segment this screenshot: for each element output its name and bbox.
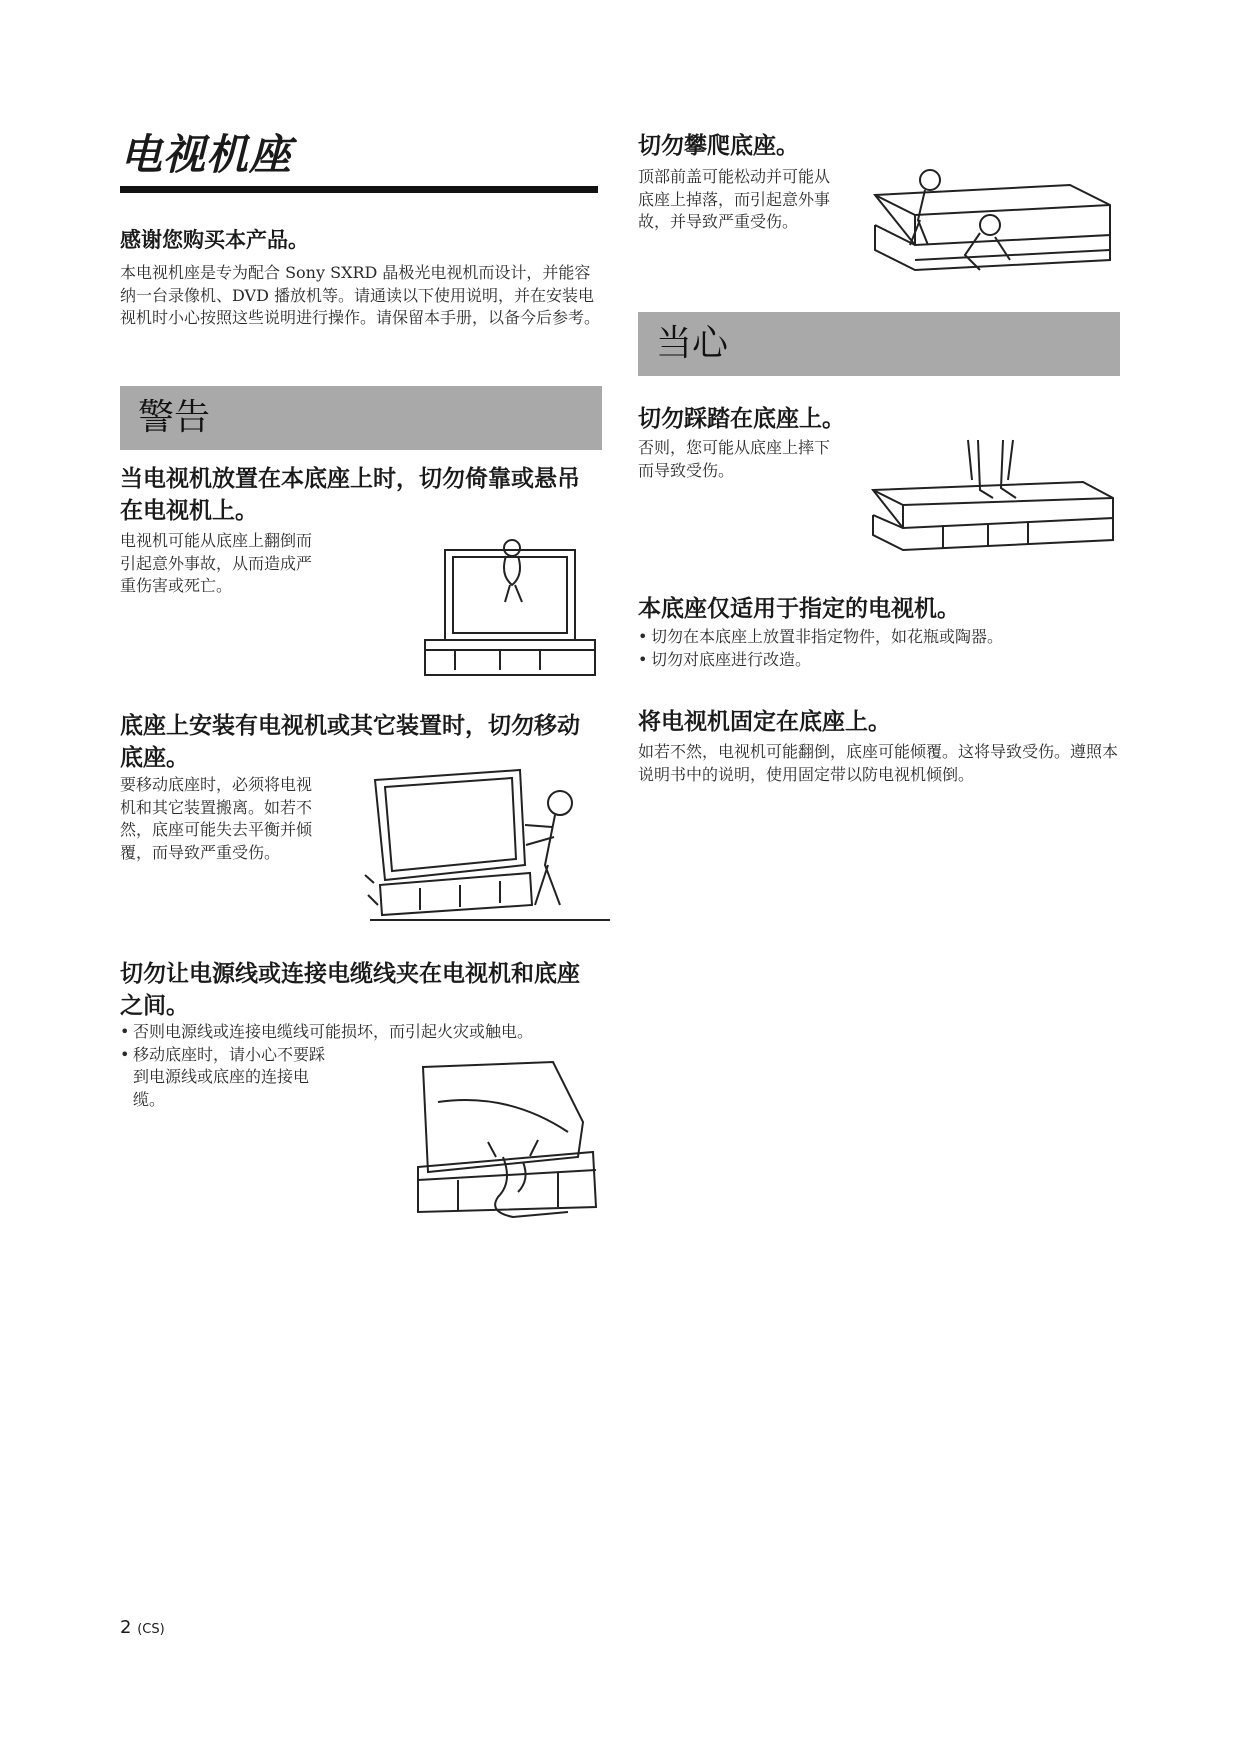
intro-heading: 感谢您购买本产品。 xyxy=(120,228,309,252)
warning-climb-body: 顶部前盖可能松动并可能从底座上掉落，而引起意外事故，并导致严重受伤。 xyxy=(638,167,831,231)
warning-lean-body: 电视机可能从底座上翻倒而引起意外事故，从而造成严重伤害或死亡。 xyxy=(120,531,313,595)
person-stepping-on-stand-illustration xyxy=(868,440,1118,555)
warning-move-body: 要移动底座时，必须将电视机和其它装置搬离。如若不然，底座可能失去平衡并倾覆，而导致严重受伤。 xyxy=(120,775,313,862)
warning-banner: 警告 xyxy=(120,386,602,450)
caution-specified-heading: 本底座仅适用于指定的电视机。 xyxy=(638,596,960,622)
caution-banner: 当心 xyxy=(638,312,1120,376)
intro-body: 本电视机座是专为配合 Sony SXRD 晶极光电视机而设计，并能容纳一台录像机、DVD 播放机等。请通读以下使用说明，并在安装电视机时小心按照这些说明进行操作。请保留本手册，以备今后参考。 xyxy=(120,263,601,327)
warning-lean-heading: 当电视机放置在本底座上时，切勿倚靠或悬吊在电视机上。 xyxy=(120,466,580,524)
caution-step-heading: 切勿踩踏在底座上。 xyxy=(638,406,845,432)
caution-specified-bullets xyxy=(638,626,1118,671)
warning-cable-heading: 切勿让电源线或连接电缆线夹在电视机和底座之间。 xyxy=(120,961,580,1019)
caution-step-body: 否则，您可能从底座上摔下而导致受伤。 xyxy=(638,438,831,480)
person-pushing-tv-stand-illustration xyxy=(360,755,610,945)
list-item: • 移动底座时，请小心不要踩到电源线或底座的连接电缆。 xyxy=(120,1044,333,1112)
list-item: • 切勿在本底座上放置非指定物件，如花瓶或陶器。 xyxy=(638,626,1118,649)
warning-climb-heading: 切勿攀爬底座。 xyxy=(638,133,799,159)
page-number: 2 (CS) xyxy=(120,1617,165,1638)
page-title: 电视机座 xyxy=(120,128,598,193)
list-item: • 切勿对底座进行改造。 xyxy=(638,649,1118,672)
warning-move-heading: 底座上安装有电视机或其它装置时，切勿移动底座。 xyxy=(120,713,580,771)
cable-pinched-illustration xyxy=(418,1062,608,1222)
list-item: • 否则电源线或连接电缆线可能损坏，而引起火灾或触电。 xyxy=(120,1021,600,1044)
person-hanging-on-tv-illustration xyxy=(420,530,600,680)
children-climbing-stand-illustration xyxy=(870,165,1115,275)
caution-secure-body: 如若不然，电视机可能翻倒，底座可能倾覆。这将导致受伤。遵照本说明书中的说明，使用固定带以防电视机倾倒。 xyxy=(638,742,1119,784)
caution-secure-heading: 将电视机固定在底座上。 xyxy=(638,709,891,735)
